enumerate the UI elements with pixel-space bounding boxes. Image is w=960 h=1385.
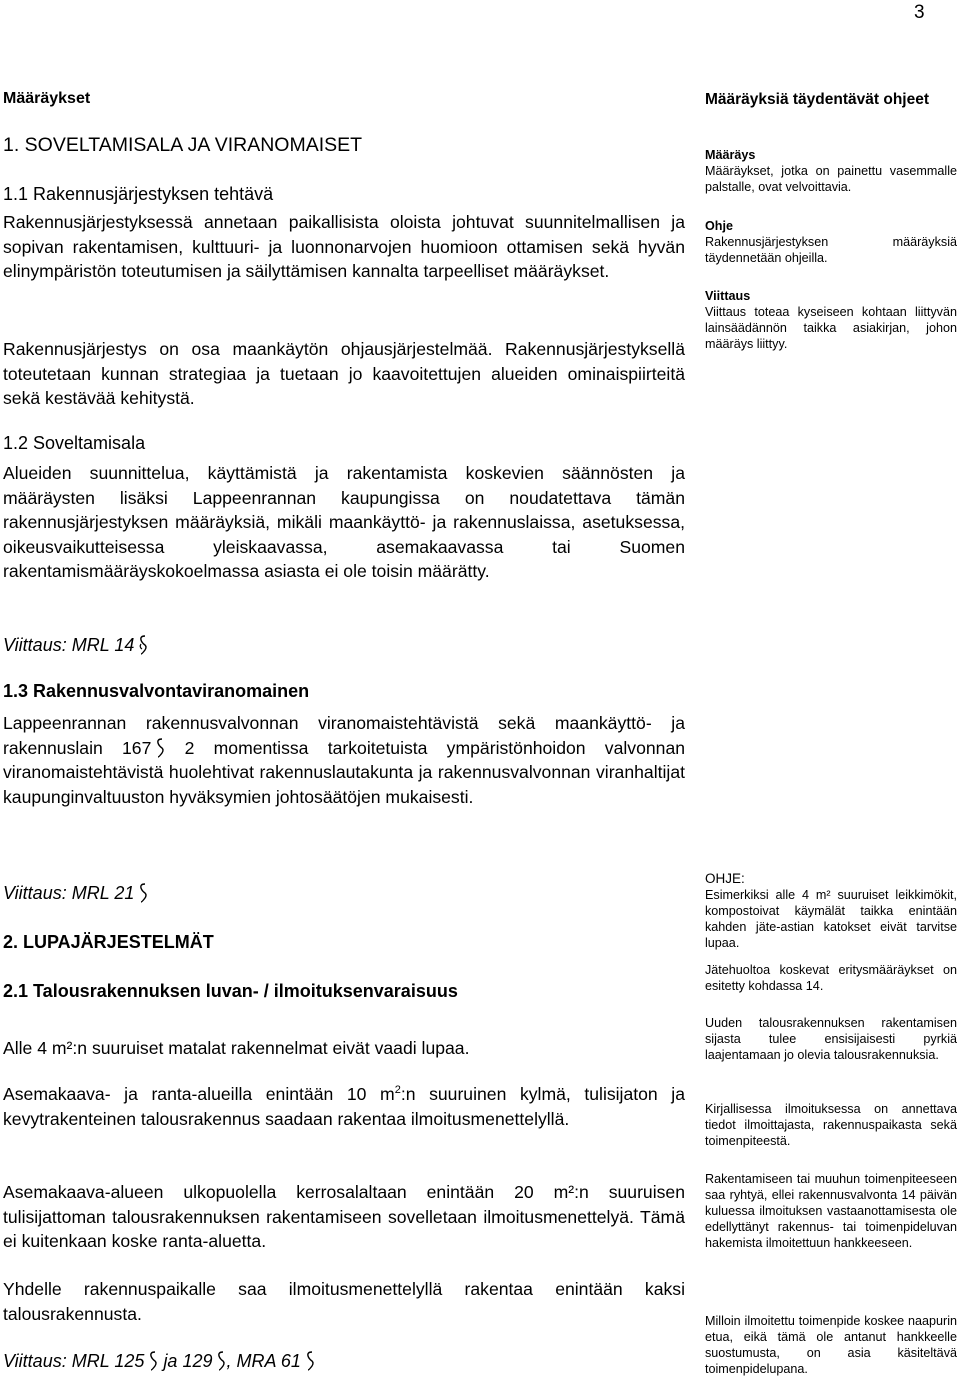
paragraph-2-1-d: Yhdelle rakennuspaikalle saa ilmoitusmenettelyllä rakentaa enintään kaksi talousrakennusta.: [3, 1279, 685, 1324]
section-sign-icon: [148, 1349, 158, 1373]
reference-mrl-21: [3, 881, 148, 905]
section-sign-icon: [138, 881, 148, 905]
heading-2: 2. LUPAJÄRJESTELMÄT: [3, 932, 214, 952]
section-sign-icon: [216, 1349, 226, 1373]
reference-text: Viittaus: MRL 14: [3, 635, 135, 655]
side-note-ohje: Ohje Rakennusjärjestyksen määräyksiä täydennetään ohjeilla.: [705, 219, 957, 265]
section-label: Määräykset: [3, 90, 91, 107]
side-note-viittaus: Viittaus Viittaus toteaa kyseiseen kohtaan liittyvän lainsäädännön taikka asiakirjan, johon määräys liittyy.: [705, 289, 957, 351]
reference-mrl-125: Viittaus: MRL 125 ja 129 , MRA 61: [3, 1349, 315, 1373]
reference-mrl-14: [3, 633, 148, 657]
paragraph-1-2: Alueiden suunnittelua, käyttämistä ja rakentamista koskevien säännösten ja määräysten lisäksi Lappeenrannan kaupungissa on noudatettava tämän rakennusjärjestyksen määräyksiä, mikäli maankäyttö- ja rakennuslaissa, asetuksessa, oikeusvaikutteisessa yleiskaavassa, asemakaavassa tai Suomen rakentamismääräyskokoelmassa asiasta ei ole toisin määrätty.: [3, 463, 685, 582]
side-heading: Määräyksiä täydentävät ohjeet: [705, 91, 929, 108]
section-sign-icon: [138, 633, 148, 657]
section-sign-icon: [305, 1349, 315, 1373]
heading-1: 1. SOVELTAMISALA JA VIRANOMAISET: [3, 134, 363, 156]
side-note-ohje-2: OHJE: Esimerkiksi alle 4 m² suuruiset leikkimökit, kompostoivat käymälät taikka enintään kahden jäte-astian katokset eivät tarvitse lupaa.: [705, 871, 957, 950]
reference-text: Viittaus: MRL 21: [3, 883, 135, 903]
paragraph-2-1-b: Asemakaava- ja ranta-alueilla enintään 10 $m^2:n$ suuruinen kylmä, tulisijaton ja kevytrakenteinen talousrakennus saadaan rakentaa ilmoitusmenettelyllä.: [3, 1084, 685, 1129]
page-number: 3: [914, 2, 925, 23]
paragraph-1-1-a: Rakennusjärjestyksessä annetaan paikallisista oloista johtuvat suunnitelmallisen ja sopivan rakentamisen, kulttuuri- ja luonnonarvojen huomioon ottamisen sekä hyvän elinympäristön toteutumisen ja säilyttämisen kannalta tarpeelliset määräykset.: [3, 212, 685, 282]
subheading-1-2: 1.2 Soveltamisala: [3, 433, 146, 453]
paragraph-1-3: Lappeenrannan rakennusvalvonnan viranomaistehtävistä sekä maankäyttö- ja rakennuslain 167 2 momentissa tarkoitetuista ympäristönhoidon valvonnan viranomaistehtävistä huolehtivat rakennuslautakunta ja rakennusvalvonnan viranhaltijat kaupunginvaltuuston hyväksymien johtosäätöjen mukaisesti.: [3, 713, 686, 807]
side-note-rakentaminen: Rakentamiseen tai muuhun toimenpiteeseen saa ryhtyä, ellei rakennusvalvonta 14 päivän kuluessa ilmoituksen vastaanottamisesta ole edellyttänyt rakennus- tai toimenpideluvan hakemista ilmoitettuun hankkeeseen.: [705, 1172, 957, 1250]
side-note-naapuri: Milloin ilmoitettu toimenpide koskee naapurin etua, eikä tämä ole antanut hankkeelle suostumusta, on asia käsiteltävä toimenpidelupana.: [705, 1314, 957, 1376]
side-note-jatehuolto: Jätehuoltoa koskevat eritysmääräykset on esitetty kohdassa 14.: [705, 963, 957, 993]
subheading-1-1: 1.1 Rakennusjärjestyksen tehtävä: [3, 184, 274, 204]
subheading-1-3: 1.3 Rakennusvalvontaviranomainen: [3, 681, 310, 701]
paragraph-1-1-b: Rakennusjärjestys on osa maankäytön ohjausjärjestelmää. Rakennusjärjestyksellä toteutetaan kunnan strategiaa ja tuetaan jo kaavoitettujen alueiden ominaispiirteitä sekä kestävää kehitystä.: [3, 339, 685, 409]
subheading-2-1: 2.1 Talousrakennuksen luvan- / ilmoituksenvaraisuus: [3, 981, 458, 1001]
side-note-maarays: Määräys Määräykset, jotka on painettu vasemmalle palstalle, ovat velvoittavia.: [705, 148, 957, 194]
paragraph-2-1-a: Alle 4 m²:n suuruiset matalat rakennelmat eivät vaadi lupaa.: [3, 1038, 470, 1058]
side-note-ilmoitus: Kirjallisessa ilmoituksessa on annettava tiedot ilmoittajasta, rakennuspaikasta sekä toimenpiteestä.: [705, 1102, 957, 1148]
paragraph-2-1-c: Asemakaava-alueen ulkopuolella kerrosalaltaan enintään 20 m²:n suuruisen tulisijattoman talousrakennuksen rakentamiseen sovelletaan ilmoitusmenettelyä. Tämä ei kuitenkaan koske ranta-aluetta.: [3, 1182, 685, 1252]
section-sign-icon: [155, 736, 165, 760]
side-note-laajentaminen: Uuden talousrakennuksen rakentamisen sijasta tulee ensisijaisesti pyrkiä laajentamaan jo olevia talousrakennuksia.: [705, 1016, 957, 1062]
